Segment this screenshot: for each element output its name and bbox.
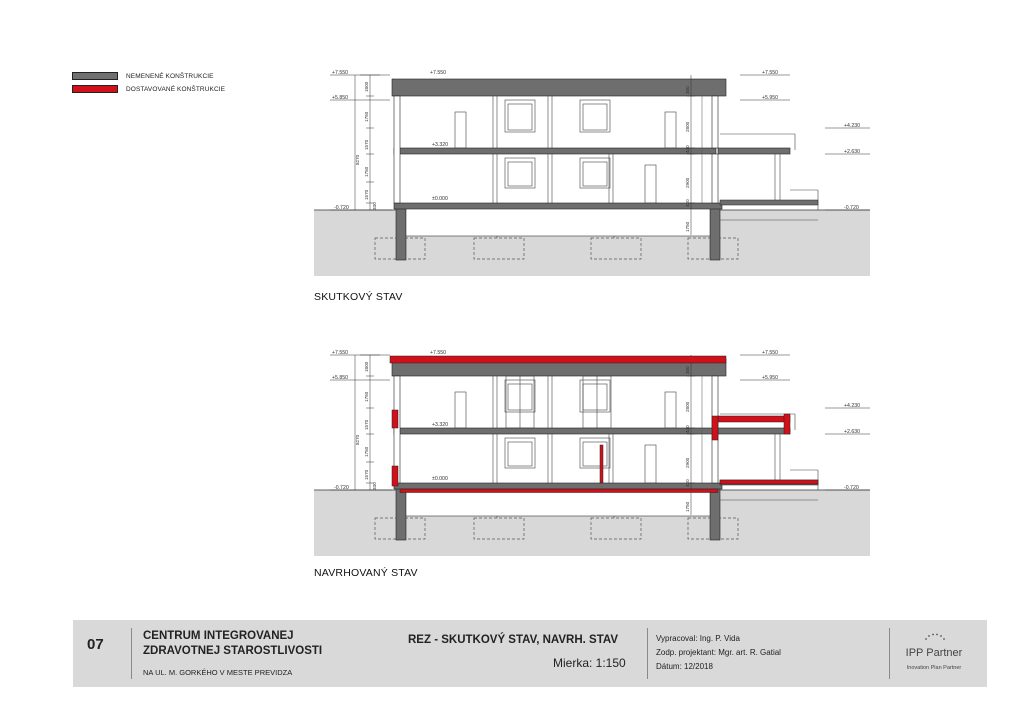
logo-text: IPP Partner (905, 647, 963, 659)
level-terrain-proposed: -0.720 (334, 485, 349, 491)
dim-1570b-existing: 1570 (364, 189, 369, 200)
level-upper-existing: +5.850 (332, 95, 349, 101)
dim-1750b-proposed: 1750 (364, 446, 369, 457)
level-annex-slab-proposed: +2.630 (844, 429, 861, 435)
dim-1750b-existing: 1750 (364, 166, 369, 177)
dim-1750a-existing: 1750 (364, 111, 369, 122)
responsible-designer: Zodp. projektant: Mgr. art. R. Gatial (656, 648, 781, 657)
legend-existing-label: NEMENENÉ KONŠTRUKCIE (126, 72, 214, 80)
dim-r420b-proposed: 420 (685, 479, 690, 487)
dim-r1750-existing: 1750 (685, 221, 690, 232)
drawn-by: Vypracoval: Ing. P. Vida (656, 634, 740, 643)
dim-r2800-existing: 2800 (685, 121, 690, 132)
dim-r420-proposed: 420 (685, 425, 690, 433)
dim-1800-proposed: 1800 (364, 361, 369, 372)
level-right-upper-proposed: +5.950 (762, 375, 779, 381)
dim-r420b-existing: 420 (685, 199, 690, 207)
dim-1570-existing: 1570 (364, 139, 369, 150)
level-floor2-existing: +3.320 (432, 142, 449, 148)
dim-1800-existing: 1800 (364, 81, 369, 92)
company-logo (893, 629, 975, 671)
level-top-proposed: +7.550 (332, 350, 349, 356)
title-block-divider-3 (889, 628, 890, 679)
level-ground-existing: ±0.000 (432, 196, 448, 202)
level-floor2-proposed: +3.320 (432, 422, 449, 428)
new-construction (390, 356, 818, 493)
dim-r1750-proposed: 1750 (685, 501, 690, 512)
dim-total-existing: 8270 (355, 154, 360, 165)
drawing-title: REZ - SKUTKOVÝ STAV, NAVRH. STAV (408, 634, 618, 646)
dim-r420-existing: 420 (685, 145, 690, 153)
level-right-top-proposed: +7.550 (762, 350, 779, 356)
dim-r300-existing: 300 (685, 86, 690, 94)
proposed-section (314, 350, 870, 556)
legend-new-label: DOSTAVOVANÉ KONŠTRUKCIE (126, 85, 226, 93)
dim-total-proposed: 8270 (355, 434, 360, 445)
sheet-number: 07 (87, 636, 104, 653)
drawing-scale: Mierka: 1:150 (553, 656, 626, 670)
dim-r2900-proposed: 2900 (685, 457, 690, 468)
level-top-inner-proposed: +7.550 (430, 350, 447, 356)
project-title (143, 629, 322, 659)
dim-1750a-proposed: 1750 (364, 391, 369, 402)
level-right-terrain-proposed: -0.720 (844, 485, 859, 491)
level-upper-proposed: +5.850 (332, 375, 349, 381)
level-right-upper-existing: +5.950 (762, 95, 779, 101)
authors-block (656, 632, 781, 674)
logo-tagline: Inovation Plan Partner (906, 665, 962, 671)
dim-r300-proposed: 300 (685, 366, 690, 374)
existing-section (314, 70, 870, 276)
level-annex-roof-proposed: +4.230 (844, 403, 861, 409)
level-annex-slab-existing: +2.630 (844, 149, 861, 155)
level-top-existing: +7.550 (332, 70, 349, 76)
drawing-date: Dátum: 12/2018 (656, 662, 713, 671)
title-block-divider-2 (647, 628, 648, 679)
project-title-line2: ZDRAVOTNEJ STAROSTLIVOSTI (143, 645, 323, 657)
level-ground-proposed: ±0.000 (432, 476, 448, 482)
proposed-section-label: NAVRHOVANÝ STAV (314, 567, 418, 579)
logo-dots-icon (914, 632, 954, 642)
existing-section-label: SKUTKOVÝ STAV (314, 291, 403, 303)
project-subtitle: NA UL. M. GORKÉHO V MESTE PREVIDZA (143, 668, 293, 677)
title-block (73, 620, 987, 687)
title-block-divider (131, 628, 132, 679)
project-title-line1: CENTRUM INTEGROVANEJ (143, 630, 294, 642)
level-terrain-existing: -0.720 (334, 205, 349, 211)
level-annex-roof-existing: +4.230 (844, 123, 861, 129)
dim-r2900-existing: 2900 (685, 177, 690, 188)
level-top-inner-existing: +7.550 (430, 70, 447, 76)
level-right-top-existing: +7.550 (762, 70, 779, 76)
dim-1570-proposed: 1570 (364, 419, 369, 430)
dim-1570b-proposed: 1570 (364, 469, 369, 480)
dim-330-proposed: 330 (372, 482, 377, 490)
dim-330-existing: 330 (372, 202, 377, 210)
dim-r2800-proposed: 2800 (685, 401, 690, 412)
level-right-terrain-existing: -0.720 (844, 205, 859, 211)
